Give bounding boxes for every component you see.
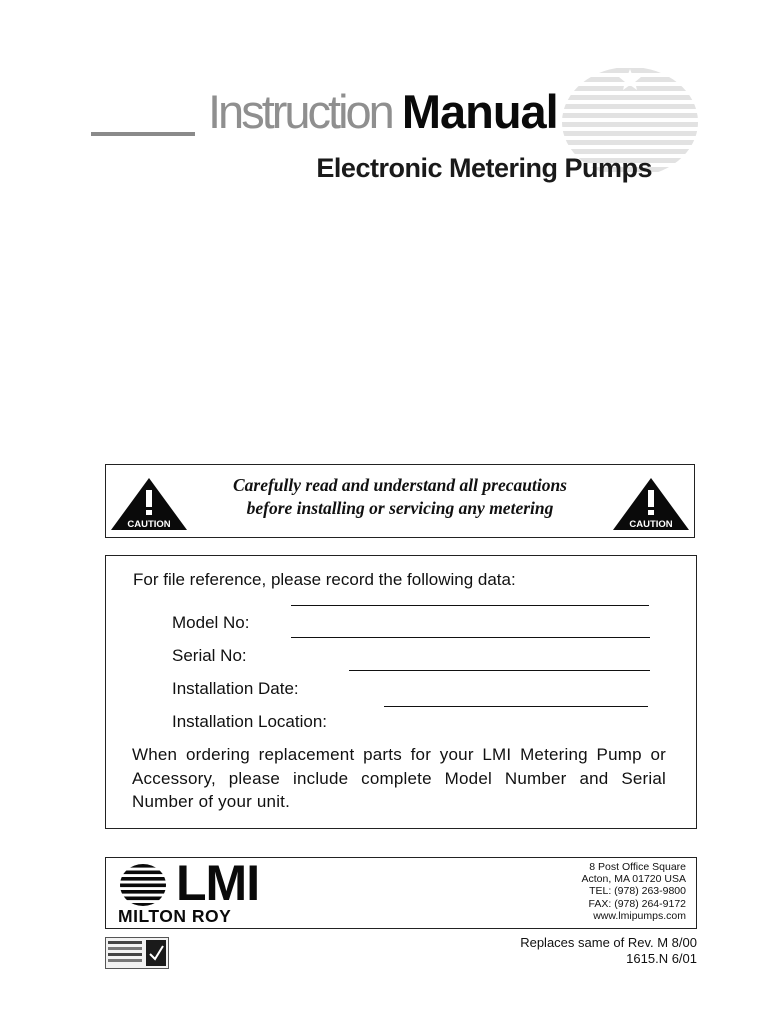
address-phone: TEL: (978) 263-9800 bbox=[589, 885, 686, 898]
page-subtitle: Electronic Metering Pumps bbox=[316, 153, 652, 183]
iso-certification-badge-icon bbox=[105, 937, 169, 969]
installation-date-label: Installation Date: bbox=[172, 679, 299, 698]
caution-banner bbox=[105, 464, 695, 538]
revision-info bbox=[520, 935, 697, 967]
title-instruction: Instruction bbox=[208, 85, 392, 138]
serial-no-label: Serial No: bbox=[172, 646, 247, 665]
record-data-form bbox=[105, 555, 697, 829]
document-number: 1615.N 6/01 bbox=[626, 951, 697, 966]
caution-icon-label: CAUTION bbox=[127, 519, 171, 530]
installation-date-line bbox=[384, 706, 648, 707]
page-title bbox=[208, 85, 558, 138]
caution-icon-label: CAUTION bbox=[629, 519, 673, 530]
record-intro: For file reference, please record the following data: bbox=[133, 570, 516, 589]
model-no-label: Model No: bbox=[172, 613, 250, 632]
lmi-wordmark: LMI bbox=[176, 855, 260, 911]
company-address bbox=[582, 861, 686, 922]
address-city: Acton, MA 01720 USA bbox=[581, 873, 686, 886]
address-fax: FAX: (978) 264-9172 bbox=[588, 897, 686, 910]
blank-line bbox=[291, 605, 649, 606]
revision-replaces: Replaces same of Rev. M 8/00 bbox=[520, 935, 697, 950]
company-info-box bbox=[105, 857, 697, 929]
address-website: www.lmipumps.com bbox=[593, 909, 686, 922]
serial-no-line bbox=[349, 670, 650, 671]
caution-line-1: Carefully read and understand all precautions bbox=[232, 475, 567, 495]
caution-line-2: before installing or servicing any metering bbox=[246, 498, 554, 518]
model-no-line bbox=[291, 637, 650, 638]
address-street: 8 Post Office Square bbox=[589, 861, 686, 873]
title-manual: Manual bbox=[401, 85, 558, 138]
warning-triangle-icon bbox=[612, 477, 690, 531]
header-rule bbox=[91, 132, 195, 136]
warning-triangle-icon bbox=[110, 477, 188, 531]
installation-location-label: Installation Location: bbox=[172, 712, 327, 731]
ordering-note: When ordering replacement parts for your LMI Metering Pump or Accessory, please include complete Model Number and Serial Number of your unit. bbox=[132, 745, 666, 811]
caution-message bbox=[192, 474, 608, 520]
lmi-globe-logo-icon bbox=[119, 863, 167, 907]
company-name: MILTON ROY bbox=[118, 906, 232, 926]
